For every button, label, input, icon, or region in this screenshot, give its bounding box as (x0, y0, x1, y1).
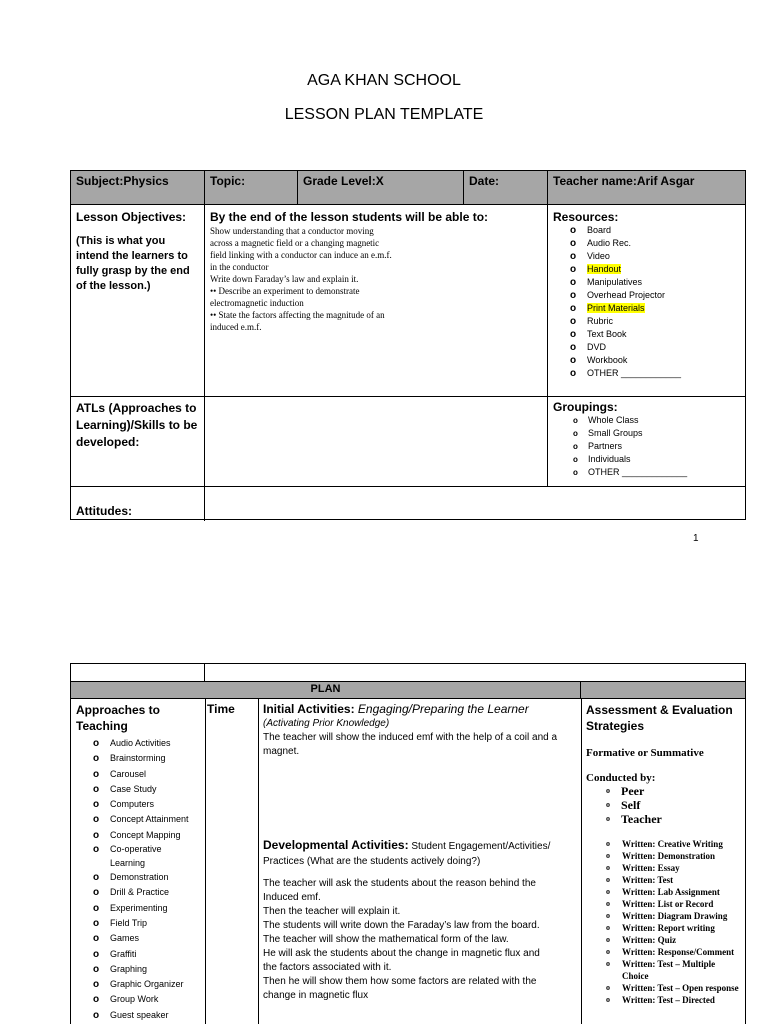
groupings-list (553, 414, 742, 479)
list-item: o Field Trip (93, 917, 148, 929)
list-item: o Written: Test – Multiple Choice (606, 959, 716, 981)
list-item: o Written: Test (606, 875, 674, 885)
atls-content-cell (205, 397, 548, 486)
list-item: o Graffiti (93, 948, 137, 960)
list-item: o OTHER _____________ (573, 467, 688, 477)
conducted-by-list (586, 784, 742, 826)
objectives-note: (This is what you intend the learners to fully grasp by the end of the lesson.) (76, 235, 190, 292)
objective-line: induced e.m.f. (210, 322, 262, 332)
list-item: o Written: Lab Assignment (606, 887, 720, 897)
list-item: o Computers (93, 799, 155, 811)
list-item: o Written: Essay (606, 863, 680, 873)
developmental-line: the factors associated with it. (263, 962, 392, 973)
time-label: Time (207, 702, 235, 716)
attitudes-content-cell (205, 487, 747, 521)
list-item: o Overhead Projector (570, 290, 666, 301)
list-item: o Group Work (93, 994, 159, 1006)
list-item: o Written: Report writing (606, 923, 715, 933)
objectives-label: Lesson Objectives: (76, 210, 187, 224)
list-item: o Whole Class (573, 415, 639, 425)
groupings-label: Groupings: (553, 400, 618, 414)
blank-cell (71, 664, 205, 681)
list-item: o Case Study (93, 783, 157, 795)
list-item: o Audio Activities (93, 738, 171, 749)
table-header-row (71, 171, 745, 205)
objective-line: •• State the factors affecting the magnitude of an (210, 310, 385, 320)
objectives-text (210, 225, 542, 333)
attitudes-row (71, 487, 745, 521)
list-item: o Guest speaker (93, 1009, 169, 1021)
list-item: o Board (570, 225, 612, 236)
developmental-line: Then he will show them how some factors are related with the (263, 976, 537, 987)
list-item: o Peer (606, 784, 645, 798)
objectives-heading: By the end of the lesson students will be able to: (210, 210, 489, 224)
assessment-cell (581, 699, 747, 1009)
assessment-label: Assessment & Evaluation Strategies (586, 703, 733, 733)
list-item: o Teacher (606, 812, 662, 826)
developmental-heading: Developmental Activities: Student Engagement/Activities/ Practices (What are the students actively doing?) (263, 838, 551, 867)
approaches-label: Approaches to Teaching (76, 703, 161, 733)
atls-label: ATLs (Approaches to Learning)/Skills to be developed: (71, 397, 205, 486)
formative-label: Formative or Summative (586, 747, 704, 759)
date-cell: Date: (464, 171, 548, 204)
plan-header-row (71, 682, 745, 699)
list-item: o Graphing (93, 963, 148, 975)
list-item: o Experimenting (93, 902, 168, 914)
developmental-line: The students will write down the Faraday’s law from the board. (263, 920, 540, 931)
objective-line: in the conductor (210, 262, 269, 272)
list-item: o Games (93, 933, 140, 945)
groupings-cell (548, 397, 747, 486)
list-item: o Handout (570, 264, 622, 275)
list-item: o Audio Rec. (570, 238, 632, 249)
approaches-cell (71, 699, 205, 1026)
list-item: o Rubric (570, 316, 614, 327)
activities-cell (258, 699, 581, 1006)
list-item: o Co-operative Learning (93, 844, 162, 868)
plan-table (70, 663, 746, 1024)
list-item: o Written: Diagram Drawing (606, 911, 728, 921)
assessment-list (586, 838, 742, 1006)
developmental-line: The teacher will show the mathematical form of the law. (263, 934, 509, 945)
objectives-content-cell (205, 205, 548, 396)
objective-line: field linking with a conductor can induce an e.m.f. (210, 250, 392, 260)
developmental-line: change in magnetic flux (263, 990, 369, 1001)
list-item: o Manipulatives (570, 277, 643, 288)
list-item: o Graphic Organizer (93, 979, 184, 991)
list-item: o Written: Creative Writing (606, 839, 723, 849)
lesson-info-table (70, 170, 746, 520)
initial-text: The teacher will show the induced emf with the help of a coil and a magnet. (263, 732, 558, 757)
list-item: o Written: List or Record (606, 899, 714, 909)
developmental-line: He will ask the students about the change in magnetic flux and (263, 948, 540, 959)
initial-note: (Activating Prior Knowledge) (263, 718, 390, 729)
developmental-text (263, 877, 576, 1003)
list-item: o OTHER ____________ (570, 368, 682, 379)
list-item: o Written: Response/Comment (606, 947, 735, 957)
list-item: o Text Book (570, 329, 627, 340)
list-item: o Brainstorming (93, 753, 166, 765)
list-item: o Individuals (573, 454, 631, 464)
objective-line: electromagnetic induction (210, 298, 304, 308)
attitudes-label: Attitudes: (71, 487, 205, 521)
page-number: 1 (693, 533, 699, 544)
teacher-cell: Teacher name:Arif Asgar (553, 174, 695, 188)
list-item: o Small Groups (573, 428, 643, 438)
page-title: LESSON PLAN TEMPLATE (284, 106, 484, 123)
approaches-list (76, 736, 200, 1023)
list-item: o Self (606, 798, 641, 812)
resources-cell (548, 205, 747, 396)
school-name: AGA KHAN SCHOOL (307, 72, 461, 89)
list-item: o Written: Quiz (606, 935, 677, 945)
objective-line: •• Describe an experiment to demonstrate (210, 286, 360, 296)
objective-line: Write down Faraday’s law and explain it. (210, 274, 359, 284)
developmental-line: The teacher will ask the students about the reason behind the (263, 878, 536, 889)
initial-activities-heading: Initial Activities: Engaging/Preparing the Learner (263, 702, 529, 716)
list-item: o Workbook (570, 355, 628, 366)
developmental-line: Induced emf. (263, 892, 321, 903)
objective-line: Show understanding that a conductor moving (210, 226, 374, 236)
grade-cell: Grade Level:X (298, 171, 464, 204)
plan-blank-row (71, 664, 745, 682)
atls-row (71, 397, 745, 487)
developmental-line: Then the teacher will explain it. (263, 906, 401, 917)
topic-cell: Topic: (205, 171, 298, 204)
objective-line: across a magnetic field or a changing magnetic (210, 238, 380, 248)
list-item: o Concept Attainment (93, 814, 189, 826)
list-item: o Written: Test – Open response (606, 983, 739, 993)
list-item: o Carousel (93, 768, 147, 780)
resources-list (553, 224, 742, 380)
list-item: o Drill & Practice (93, 887, 170, 899)
resources-label: Resources: (553, 210, 619, 224)
list-item: o Written: Test – Directed (606, 995, 715, 1005)
subject-cell: Subject:Physics (71, 171, 205, 204)
plan-label: PLAN (71, 682, 581, 698)
objectives-row (71, 205, 745, 397)
list-item: o Print Materials (570, 303, 645, 314)
list-item: o Written: Demonstration (606, 851, 716, 861)
list-item: o Demonstration (93, 872, 169, 884)
list-item: o Concept Mapping (93, 829, 181, 841)
list-item: o Video (570, 251, 610, 262)
list-item: o Partners (573, 441, 623, 451)
conducted-label: Conducted by: (586, 772, 656, 784)
list-item: o DVD (570, 342, 607, 353)
objectives-label-cell (71, 205, 205, 396)
